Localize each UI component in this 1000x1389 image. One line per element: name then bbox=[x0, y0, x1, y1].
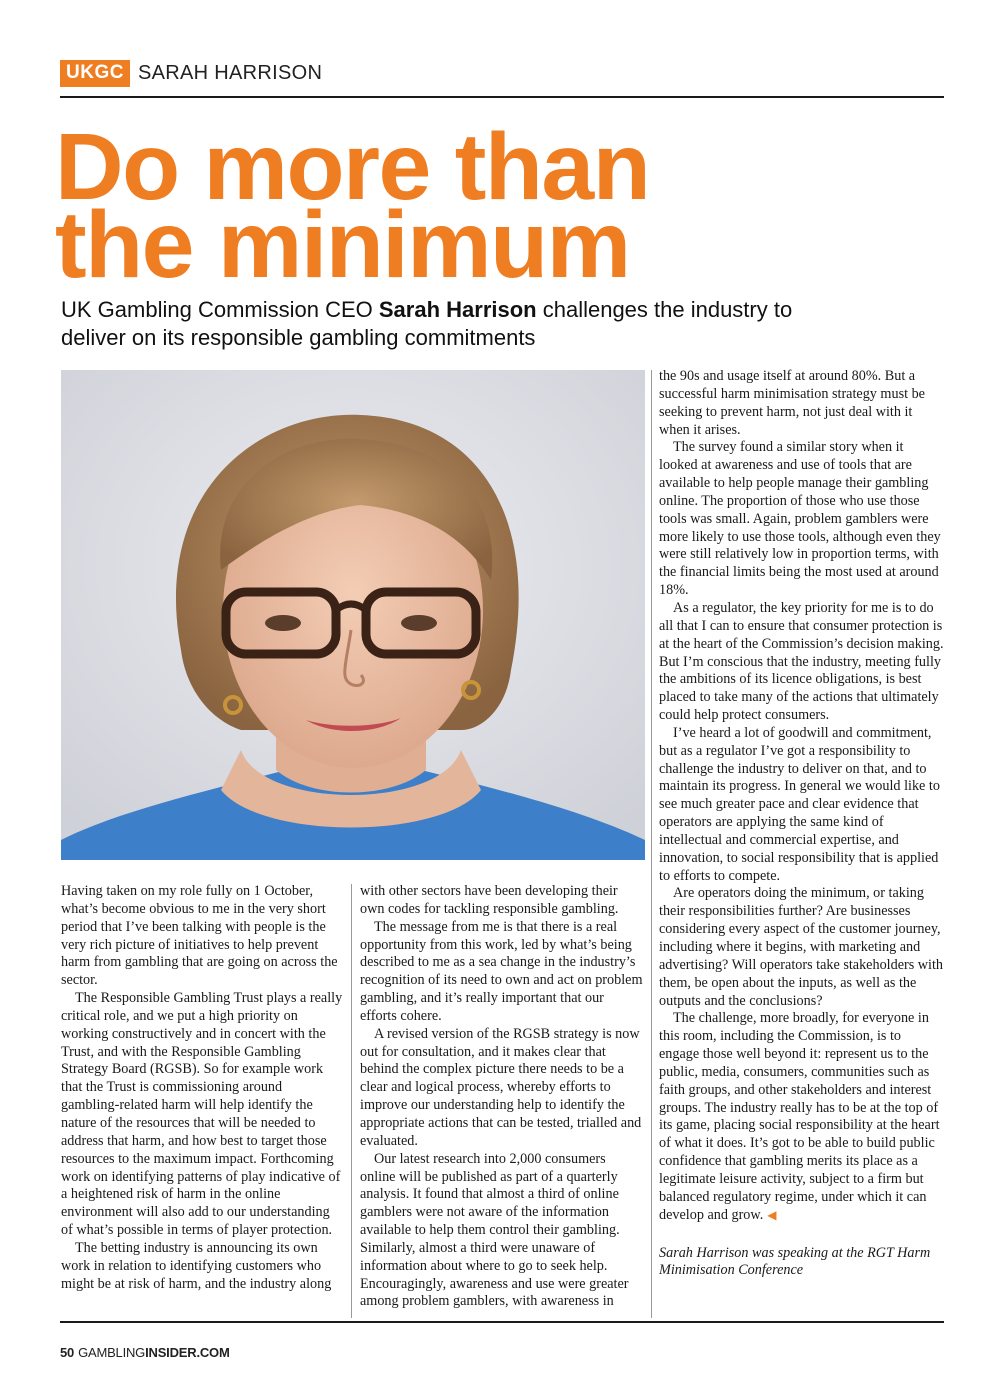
publication-name-tail: .COM bbox=[196, 1345, 230, 1360]
page-footer bbox=[60, 1345, 230, 1360]
paragraph: As a regulator, the key priority for me is to do all that I can to ensure that consumer protection is at the heart of the Commission’s decision making. But I’m conscious that the industry, meeting fully the ambitions of its licence obligations, is best placed to take many of the actions that ultimately could help protect consumers. bbox=[659, 599, 944, 724]
paragraph-text: The challenge, more broadly, for everyone in this room, including the Commission, is to engage those well beyond it: represent us to the public, media, consumers, communities such as faith groups, and other stakeholders and interest groups. The industry really has to be at the top of its game, placing social responsibility at the heart of what it does. It’s got to be able to build public confidence that gambling merits its place as a legitimate leisure activity, subject to a firm but balanced regulatory regime, under which it can develop and grow. bbox=[659, 1010, 940, 1223]
portrait-photo bbox=[61, 370, 645, 860]
article-column-3 bbox=[659, 368, 944, 1280]
paragraph: Are operators doing the minimum, or taking their responsibilities further? Are businesses considering every aspect of the customer journey, including where it begins, with marketing and advertising? Will operators take stakeholders with them, be open about the inputs, as well as the outputs and the conclusions? bbox=[659, 885, 944, 1009]
paragraph: with other sectors have been developing their own codes for tackling responsible gambling. bbox=[360, 883, 619, 917]
standfirst-lead: UK Gambling Commission CEO bbox=[61, 297, 379, 322]
paragraph-final bbox=[659, 1010, 944, 1224]
section-tag: UKGC bbox=[60, 60, 130, 87]
column-divider bbox=[651, 370, 652, 1318]
headline-line-2: the minimum bbox=[55, 192, 630, 298]
paragraph: the 90s and usage itself at around 80%. But a successful harm minimisation strategy must be seeking to prevent harm, not just deal with it when it arises. bbox=[659, 368, 925, 438]
standfirst-tail: challenges the industry to deliver on its responsible gambling commitments bbox=[61, 297, 793, 350]
section-title: SARAH HARRISON bbox=[137, 61, 323, 84]
top-rule bbox=[60, 96, 944, 98]
article-column-1 bbox=[61, 883, 343, 1293]
paragraph: I’ve heard a lot of goodwill and commitment, but as a regulator I’ve got a responsibility to challenge the industry to deliver on that, and to maintain its progress. In general we would like to see much greater pace and clear evidence that operators are applying the same kind of intellectual and commercial expertise, and innovation, to social responsibility that is applied to efforts to compete. bbox=[659, 724, 940, 884]
paragraph: Having taken on my role fully on 1 October, what’s become obvious to me in the very short period that I’ve been talking with people is the very rich picture of initiatives to help prevent harm from gambling that are going on across the sector. bbox=[61, 883, 338, 989]
paragraph: The Responsible Gambling Trust plays a really critical role, and we put a high priority on working constructively and in concert with the Trust, and with the Responsible Gambling Strategy Board (RGSB). So for example work that the Trust is commissioning around gambling-related harm will help identify the nature of the resources that will be needed to address that harm, and how best to target those resources to the maximum impact. Forthcoming work on identifying patterns of play indicative of a heightened risk of harm in the online environment will also add to our understanding of what’s possible in terms of player protection. bbox=[61, 990, 343, 1239]
end-mark-icon: ◀ bbox=[767, 1207, 777, 1222]
paragraph: Our latest research into 2,000 consumers online will be published as part of a quarterly analysis. It found that almost a third of online gamblers were not aware of the information available to help them control their gambling. Similarly, almost a third were unaware of information about where to go to seek help. Encouragingly, awareness and use were greater among problem gamblers, with awareness in bbox=[360, 1150, 629, 1310]
article-column-2 bbox=[360, 883, 644, 1311]
publication-name-light: GAMBLING bbox=[78, 1345, 146, 1360]
paragraph: The betting industry is announcing its own work in relation to identifying customers who might be at risk of harm, and the industry along bbox=[61, 1239, 332, 1292]
standfirst bbox=[61, 296, 821, 352]
paragraph: The survey found a similar story when it looked at awareness and use of tools that are available to help people manage their gambling online. The proportion of those who use those tools was small. Again, problem gamblers were more likely to use those tools, although even they were still relatively low in proportion terms, with the financial limits being the most used at around 18%. bbox=[659, 439, 941, 599]
headline bbox=[55, 114, 955, 298]
headline-line-1: Do more than bbox=[55, 114, 650, 220]
standfirst-name: Sarah Harrison bbox=[378, 297, 537, 322]
publication-name-bold: INSIDER bbox=[145, 1345, 197, 1360]
author-caption: Sarah Harrison was speaking at the RGT Harm Minimisation Conference bbox=[659, 1244, 931, 1279]
section-header bbox=[60, 58, 322, 88]
paragraph: The message from me is that there is a real opportunity from this work, led by what’s being described to me as a sea change in the industry’s recognition of its need to own and act on problem gambling, and it’s really important that our efforts cohere. bbox=[360, 918, 643, 1024]
page-number: 50 bbox=[60, 1345, 75, 1360]
paragraph: A revised version of the RGSB strategy is now out for consultation, and it makes clear that behind the complex picture there needs to be a clear and logical process, whereby efforts to improve our understanding help to identify the appropriate actions that can be tested, trialled and evaluated. bbox=[360, 1025, 642, 1149]
bottom-rule bbox=[60, 1321, 944, 1323]
column-divider bbox=[351, 884, 352, 1318]
